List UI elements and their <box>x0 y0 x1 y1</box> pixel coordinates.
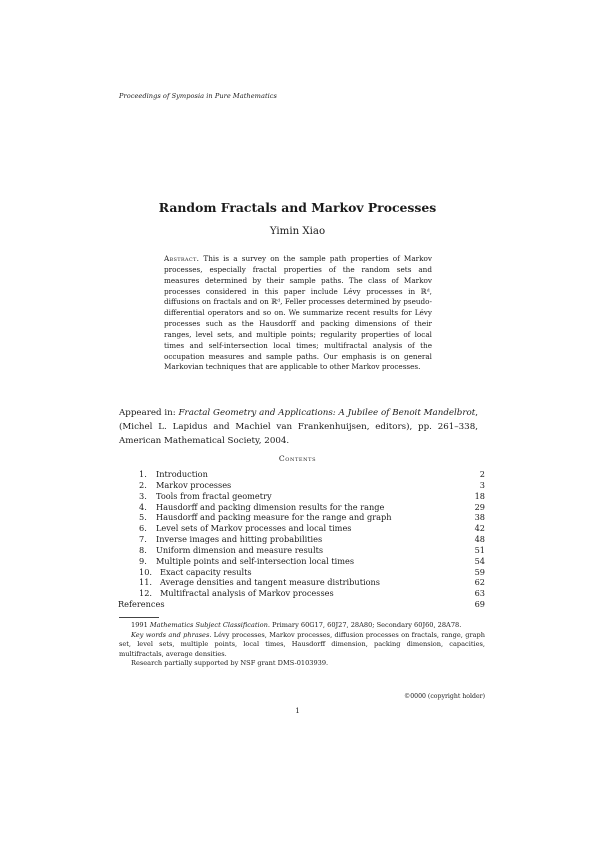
toc-title: Average densities and tangent measure distributions <box>160 577 381 588</box>
toc-item <box>139 491 485 502</box>
toc-page: 3 <box>479 479 485 490</box>
toc-item <box>139 512 485 523</box>
toc-page: 63 <box>474 588 485 599</box>
toc-title: Level sets of Markov processes and local times <box>156 523 352 534</box>
footnote-keywords <box>119 631 485 660</box>
running-head: Proceedings of Symposia in Pure Mathematics <box>119 92 277 100</box>
footnote-divider <box>119 617 159 618</box>
toc-number: 6. <box>139 523 147 534</box>
toc-item <box>139 480 485 491</box>
toc-page: 51 <box>474 544 485 555</box>
toc-page: 29 <box>474 501 485 512</box>
toc-title: Tools from fractal geometry <box>156 490 272 501</box>
toc-number: 8. <box>139 544 147 555</box>
toc-item <box>139 545 485 556</box>
msc-year: 1991 <box>131 621 148 629</box>
toc-item <box>139 523 485 534</box>
toc-item <box>139 567 485 578</box>
toc-title: Multifractal analysis of Markov processes <box>160 588 334 599</box>
contents-heading: Contents <box>278 454 317 463</box>
footnotes <box>119 621 485 669</box>
abstract-text: This is a survey on the sample path properties of Markov processes, especially fractal properties of the random sets and measures determined by their sample paths. The class of Markov processes considered in this paper include Lévy processes in ℝᵈ, diffusions on fractals and on ℝᵈ, Feller processes determined by pseudo-differential operators and so on. We summarize recent results for Lévy processes such as the Hausdorff and packing dimensions of their ranges, level sets, and multiple points; regularity properties of local times and self-intersection local times; multifractal analysis of the occupation measures and sample paths. Our emphasis is on general Markovian techniques that are applicable to other Markov processes. <box>164 254 432 372</box>
toc-item <box>139 469 485 480</box>
toc-number: 12. <box>139 588 153 599</box>
toc-number: 7. <box>139 534 147 545</box>
msc-label: Mathematics Subject Classification. <box>149 621 270 629</box>
toc-page: 38 <box>474 512 485 523</box>
toc-page: 62 <box>474 577 485 588</box>
toc-title: Hausdorff and packing measure for the range and graph <box>156 512 392 523</box>
copyright-notice: ©0000 (copyright holder) <box>404 693 485 700</box>
publication-note <box>119 407 478 449</box>
toc-number: 3. <box>139 490 147 501</box>
toc-title: Introduction <box>156 469 208 479</box>
toc-number: 2. <box>139 479 147 490</box>
toc-item <box>139 534 485 545</box>
toc-page: 18 <box>474 490 485 501</box>
toc-item <box>139 556 485 567</box>
msc-codes: Primary 60G17, 60J27, 28A80; Secondary 60J60, 28A78. <box>272 621 462 629</box>
toc-page: 54 <box>474 555 485 566</box>
toc-number: 4. <box>139 501 147 512</box>
toc-item <box>139 502 485 513</box>
toc-title: Hausdorff and packing dimension results for the range <box>156 501 385 512</box>
keywords-label: Key words and phrases. <box>131 630 212 639</box>
publication-details: , (Michel L. Lapidus and Machiel van Frankenhuijsen, editors), pp. 261–338, American Mathematical Society, 2004. <box>119 408 478 446</box>
toc-number: 9. <box>139 555 147 566</box>
keywords-text: Lévy processes, Markov processes, diffusion processes on fractals, range, graph set, level sets, multiple points, local times, Hausdorff dimension, packing dimension, capacities, multifractals, average densities. <box>119 630 485 658</box>
toc-title: References <box>118 599 165 610</box>
toc-item <box>139 588 485 599</box>
toc-page: 2 <box>479 469 485 479</box>
toc-item <box>139 577 485 588</box>
author-name: Yimin Xiao <box>269 226 326 237</box>
toc-title: Uniform dimension and measure results <box>156 544 324 555</box>
toc-title: Markov processes <box>156 479 232 490</box>
toc-number: 10. <box>139 566 153 577</box>
footnote-grant <box>119 659 485 669</box>
toc-number: 1. <box>139 469 147 479</box>
footnote-msc <box>119 621 485 631</box>
toc-page: 69 <box>474 599 485 610</box>
toc-item-references <box>118 599 485 610</box>
toc-title: Exact capacity results <box>160 566 252 577</box>
grant-text: Research partially supported by NSF grant DMS-0103939. <box>131 659 329 668</box>
abstract-label: Abstract. <box>164 254 200 263</box>
publication-prefix: Appeared in: <box>119 408 176 418</box>
toc-number: 5. <box>139 512 147 523</box>
toc-page: 48 <box>474 534 485 545</box>
toc-number: 11. <box>139 577 153 588</box>
toc-page: 59 <box>474 566 485 577</box>
toc-title: Multiple points and self-intersection local times <box>156 555 355 566</box>
table-of-contents <box>118 469 485 610</box>
publication-book-title: Fractal Geometry and Applications: A Jubilee of Benoit Mandelbrot <box>178 408 476 418</box>
abstract <box>164 254 432 373</box>
page-number: 1 <box>295 706 300 715</box>
paper-title: Random Fractals and Markov Processes <box>158 200 437 215</box>
toc-title: Inverse images and hitting probabilities <box>156 534 323 545</box>
toc-page: 42 <box>474 523 485 534</box>
